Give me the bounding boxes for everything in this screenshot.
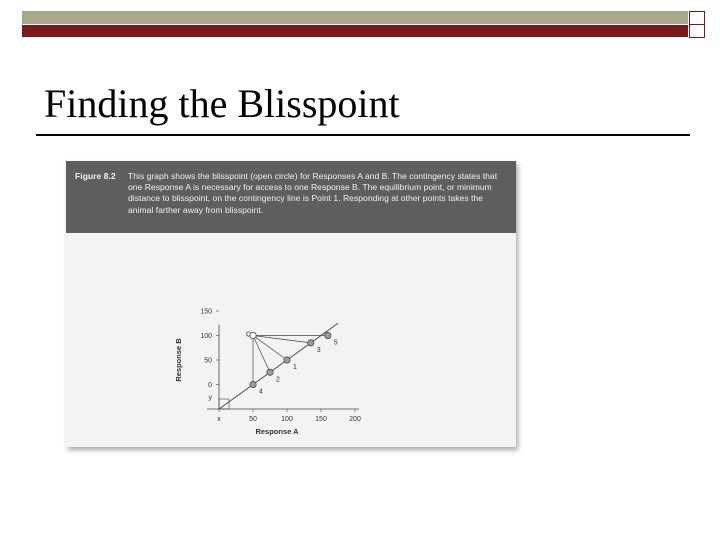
slide-title: Finding the Blisspoint	[44, 81, 400, 126]
top-decor-lines	[22, 11, 688, 37]
data-point	[308, 340, 314, 346]
y-tick-label: 0	[208, 382, 212, 389]
top-red-band	[22, 25, 688, 37]
y-tick-label: 100	[200, 333, 212, 340]
decor-square-bottom	[689, 24, 705, 38]
y-tick-label: 150	[200, 308, 212, 316]
x-tick-label: x	[217, 416, 221, 423]
top-decor-bar	[22, 11, 706, 37]
figure-image	[66, 161, 516, 447]
distance-line	[253, 336, 270, 373]
data-point-label: 1	[293, 364, 297, 371]
data-point	[267, 369, 273, 375]
x-tick-label: 150	[315, 416, 327, 423]
y-tick-label: 50	[204, 357, 212, 365]
x-axis-label: Response A	[255, 427, 299, 436]
data-point	[250, 381, 256, 387]
data-point-label: 3	[316, 346, 321, 354]
data-point-label: 5	[333, 339, 338, 347]
data-point-label: 2	[276, 376, 280, 384]
data-point	[325, 332, 331, 338]
figure-label: Figure 8.2	[75, 171, 116, 181]
x-tick-label: 200	[349, 416, 361, 423]
blisspoint-label: C	[246, 331, 252, 339]
contingency-line	[219, 323, 338, 409]
figure-caption: This graph shows the blisspoint (open circle) for Responses A and B. The contingency states that one Response A is necessary for access to one Response B. The equilibrium point, or minimum distance to blisspoint, on the contingency line is Point 1. Responding at other points takes the animal farther away from blisspoint.	[128, 171, 498, 215]
blisspoint-chart	[66, 233, 516, 447]
title-underline	[36, 134, 690, 136]
top-olive-band	[22, 11, 688, 24]
y-axis-label: Response B	[174, 338, 183, 382]
data-point	[284, 357, 290, 363]
x-tick-label: 100	[281, 416, 293, 423]
decor-square-top	[689, 11, 705, 25]
figure-caption-box	[66, 161, 516, 233]
x-tick-label: 50	[249, 416, 257, 423]
data-point-label: 4	[259, 388, 263, 396]
y-tick-label: y	[208, 394, 212, 402]
